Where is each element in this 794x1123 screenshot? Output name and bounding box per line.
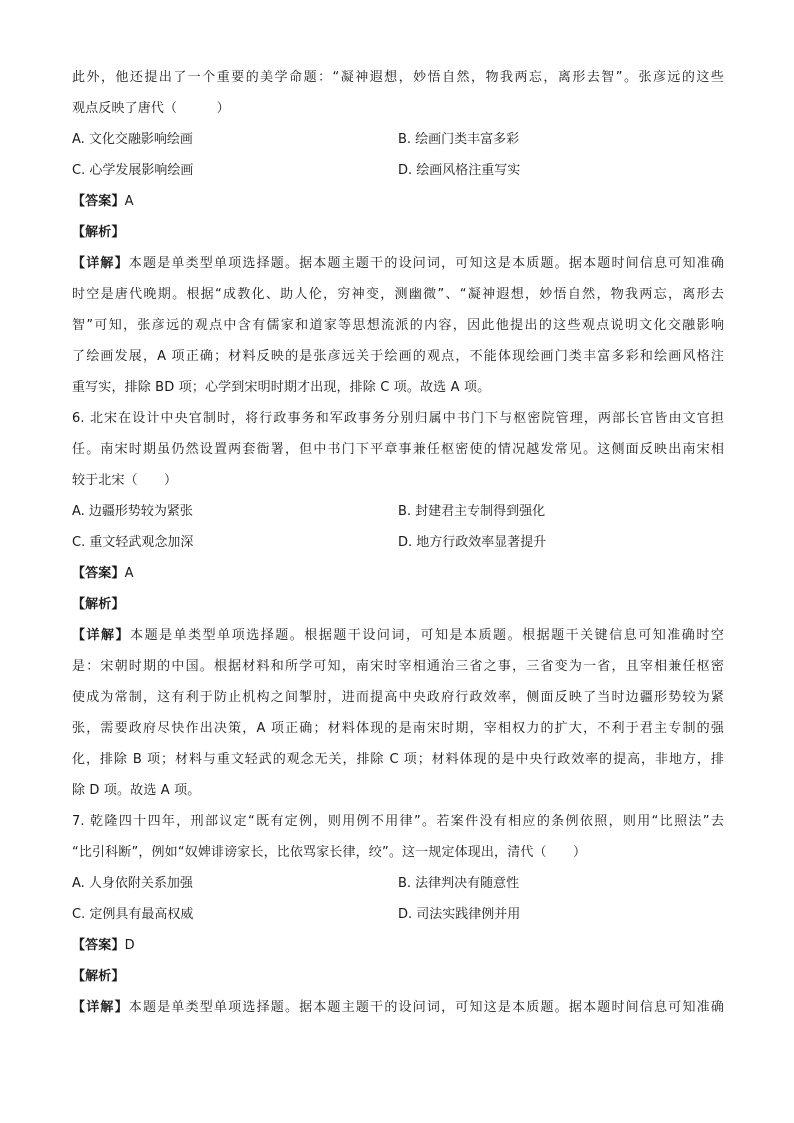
explanation-line: 重写实，排除 BD 项；心学到宋明时期才出现，排除 C 项。故选 A 项。 [72,380,491,395]
option-d: D. 绘画风格注重写实 [398,163,521,178]
option-b: B. 法律判决有随意性 [398,876,520,891]
answer-label: 【答案】 [72,938,125,953]
option-a: A. 人身依附关系加强 [72,876,193,891]
analysis-label: 【解析】 [72,969,125,984]
question-stem-line: 任。南宋时期虽仍然设置两套衙署，但中书门下平章事兼任枢密使的情况越发常见。这侧面反映出南宋相 [72,442,724,457]
question-stem-line: 观点反映了唐代（ ） [72,101,230,116]
detail-label: 【详解】 [72,256,129,271]
question-stem-line: “比引科断”，例如“奴婢诽谤家长，比依骂家长律，绞”。这一规定体现出，清代（ ） [72,845,587,860]
answer-line [72,930,724,961]
explanation-line: 了绘画发展，A 项正确；材料反映的是张彦远关于绘画的观点，不能体现绘画门类丰富多彩和绘画风格注 [72,349,724,364]
question-5 [72,62,724,403]
option-c: C. 心学发展影响绘画 [72,163,194,178]
option-c: C. 重文轻武观念加深 [72,535,194,550]
explanation-line [72,248,724,279]
detail-label: 【详解】 [72,1000,129,1015]
answer-label: 【答案】 [72,566,125,581]
question-stem-line: 7. 乾隆四十四年，刑部议定“既有定例，则用例不用律”。若案件没有相应的条例依照，则用“比照法”去 [72,814,724,829]
option-c: C. 定例具有最高权威 [72,907,194,922]
explanation-text: 本题是单类型单项选择题。根据题干设问词，可知是本质题。根据题干关键信息可知准确时空 [130,628,724,643]
option-a: A. 文化交融影响绘画 [72,132,193,147]
option-row [72,496,724,527]
option-row [72,868,724,899]
option-b: B. 绘画门类丰富多彩 [398,132,520,147]
explanation-line: 除 D 项。故选 A 项。 [72,783,201,798]
answer-line [72,186,724,217]
analysis-label: 【解析】 [72,225,125,240]
answer-value: D [124,938,135,953]
option-d: D. 地方行政效率显著提升 [398,535,547,550]
question-stem-line: 较于北宋（ ） [72,473,178,488]
option-row [72,124,724,155]
option-row [72,527,724,558]
detail-label: 【详解】 [72,628,131,643]
option-row [72,899,724,930]
question-7 [72,806,724,1023]
explanation-line: 时空是唐代晚期。根据“成教化、助人伦，穷神变，测幽微”、“凝神遐想，妙悟自然，物我两忘，离形去 [72,287,724,302]
option-a: A. 边疆形势较为紧张 [72,504,193,519]
option-d: D. 司法实践律例并用 [398,907,521,922]
question-stem-line: 此外，他还提出了一个重要的美学命题：“凝神遐想，妙悟自然，物我两忘，离形去智”。张彦远的这些 [72,70,724,85]
question-6 [72,403,724,806]
explanation-line [72,992,724,1023]
explanation-line: 使成为常制，这有利于防止机构之间掣肘，进而提高中央政府行政效率，侧面反映了当时边疆形势较为紧 [72,690,724,705]
explanation-line: 张，需要政府尽快作出决策，A 项正确；材料体现的是南宋时期，宰相权力的扩大，不利于君主专制的强 [72,721,724,736]
answer-value: A [124,566,134,581]
explanation-line: 智”可知，张彦远的观点中含有儒家和道家等思想流派的内容，因此他提出的这些观点说明文化交融影响 [72,318,724,333]
explanation-text: 本题是单类型单项选择题。据本题主题干的设问词，可知这是本质题。据本题时间信息可知准确 [128,1000,724,1015]
explanation-line: 化，排除 B 项；材料与重文轻武的观念无关，排除 C 项；材料体现的是中央行政效率的提高，非地方，排 [72,752,724,767]
option-b: B. 封建君主专制得到强化 [398,504,546,519]
answer-line [72,558,724,589]
explanation-line: 是：宋朝时期的中国。根据材料和所学可知，南宋时宰相通治三省之事，三省变为一省，且宰相兼任枢密 [72,659,724,674]
option-row [72,155,724,186]
document-page [72,62,724,1023]
explanation-text: 本题是单类型单项选择题。据本题主题干的设问词，可知这是本质题。据本题时间信息可知准确 [128,256,724,271]
answer-label: 【答案】 [72,194,125,209]
answer-value: A [124,194,134,209]
analysis-label: 【解析】 [72,597,125,612]
question-stem-line: 6. 北宋在设计中央官制时，将行政事务和军政事务分别归属中书门下与枢密院管理，两部长官皆由文官担 [72,411,724,426]
explanation-line [72,620,724,651]
